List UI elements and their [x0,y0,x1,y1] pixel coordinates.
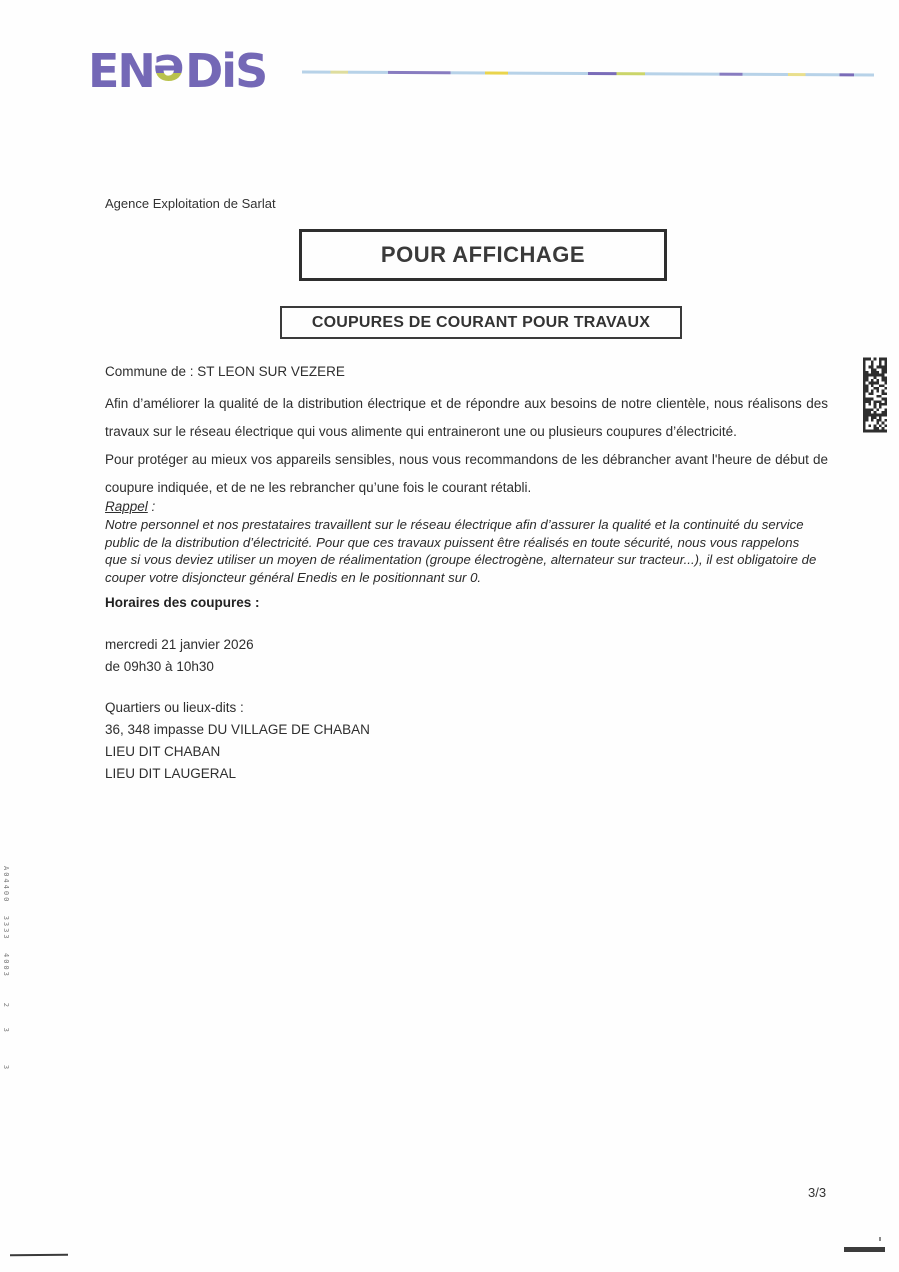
agency-name: Agence Exploitation de Sarlat [105,196,276,211]
horaires-heading: Horaires des coupures : [105,595,260,610]
logo-part-dis: DiS [185,44,267,98]
pour-affichage-banner [299,229,667,281]
commune-line: Commune de : ST LEON SUR VEZERE [105,364,345,379]
bottom-right-scan-tick [879,1237,881,1241]
logo-part-e: e [154,44,185,98]
location-item: LIEU DIT CHABAN [105,744,221,759]
location-item: 36, 348 impasse DU VILLAGE DE CHABAN [105,722,370,737]
location-item: LIEU DIT LAUGERAL [105,766,237,781]
bottom-right-scan-bar [844,1247,885,1252]
paragraph-intro: Afin d’améliorer la qualité de la distribution électrique et de répondre aux besoins de notre clientèle, nous réalisons des travaux sur le réseau électrique qui vous alimente qui entraineront une ou plusieurs coupures d’électricité. [105,396,828,439]
bottom-left-scan-line [10,1254,68,1256]
enedis-logo [88,44,267,98]
outage-date: mercredi 21 janvier 2026 [105,637,254,652]
datamatrix-barcode [863,356,887,434]
coupures-subtitle-banner [280,306,682,339]
rappel-heading [105,499,155,514]
subtitle-text: COUPURES DE COURANT POUR TRAVAUX [311,313,651,331]
rappel-heading-colon: : [147,499,156,514]
banner-title: POUR AFFICHAGE [380,242,586,267]
outage-time: de 09h30 à 10h30 [105,659,214,674]
quartiers-heading: Quartiers ou lieux-dits : [105,700,244,715]
logo-part-en: EN [88,44,154,98]
rappel-heading-word: Rappel [105,499,148,514]
multicolor-divider-line [302,71,874,76]
page-number: 3/3 [808,1185,827,1200]
vertical-reference-text: A04400 3333 4003 2 3 3 [2,866,10,1072]
rappel-paragraph: Notre personnel et nos prestataires travaillent sur le réseau électrique afin d’assurer la qualité et la continuité du service public de la distribution d’électricité. Pour que ces travaux puissent être réalisés en toute sécurité, nous vous rappelons que si vous deviez utiliser un moyen de réalimentation (groupe électrogène, alternateur sur tracteur...), il est obligatoire de couper votre disjoncteur général Enedis en le positionnant sur 0. [105,517,817,585]
paragraph-advice: Pour protéger au mieux vos appareils sensibles, nous vous recommandons de les débrancher avant l'heure de début de coupure indiquée, et de ne les rebrancher qu’une fois le courant rétabli. [105,452,828,495]
